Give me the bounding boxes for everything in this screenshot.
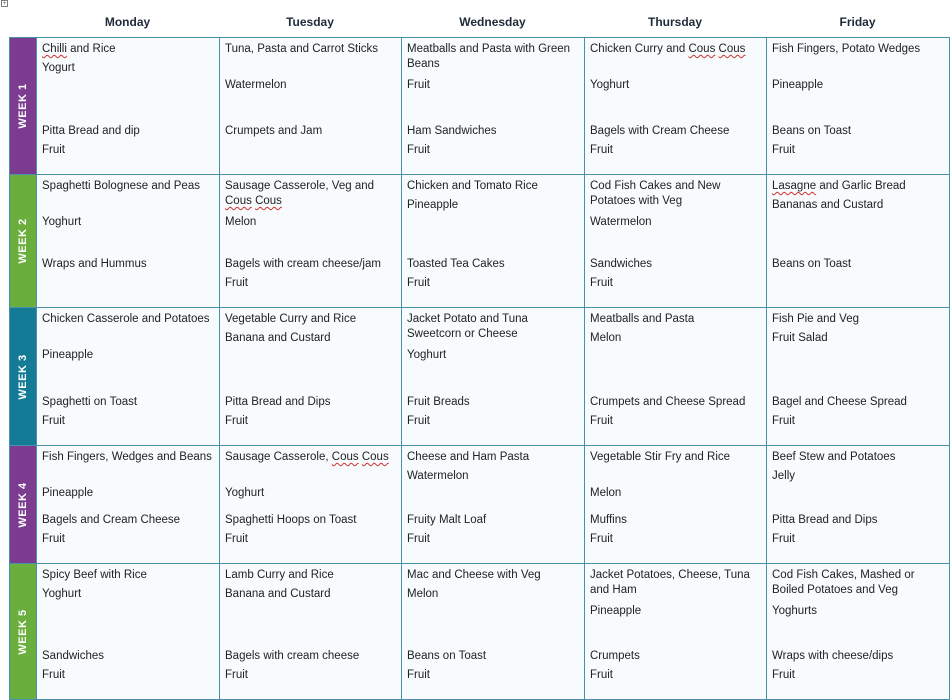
day-header-friday: Friday (839, 15, 876, 29)
day-header-thursday: Thursday (647, 15, 702, 29)
tea-item: Fruit (42, 669, 65, 681)
lunch-item: Chilli and Rice (42, 43, 116, 55)
lunch-item: Vegetable Stir Fry and Rice (590, 451, 731, 463)
menu-cell-wednesday[interactable] (402, 308, 585, 446)
tea-item: Bagels with Cream Cheese (590, 125, 730, 137)
lunch-item: Pineapple (42, 349, 94, 361)
lunch-item: Melon (407, 588, 439, 600)
tea-item: Fruit (42, 533, 65, 545)
menu-cell-thursday[interactable] (585, 446, 767, 564)
week-row (10, 564, 950, 700)
lunch-item: Chicken and Tomato Rice (407, 180, 538, 192)
day-header-monday: Monday (104, 15, 151, 29)
lunch-item: Sausage Casserole, Cous Cous (225, 451, 389, 463)
tea-item: Fruit (407, 415, 430, 427)
lunch-item: Jelly (772, 470, 796, 482)
lunch-item: Chicken Casserole and Potatoes (42, 313, 210, 325)
menu-cell-thursday[interactable] (585, 38, 767, 175)
lunch-item: Fruit Salad (772, 332, 828, 344)
menu-cell-tuesday[interactable] (220, 175, 402, 308)
week-row (10, 446, 950, 564)
week-label-cell (10, 564, 37, 700)
tea-item: Fruit (225, 533, 248, 545)
lunch-item: Yoghurt (590, 79, 630, 91)
lunch-item: Chicken Curry and Cous Cous (590, 43, 746, 55)
lunch-item: Cod Fish Cakes, Mashed or Boiled Potatoes and Veg (772, 569, 915, 596)
tea-item: Fruit (772, 144, 795, 156)
lunch-item: Banana and Custard (225, 588, 331, 600)
lunch-item: Pineapple (407, 199, 459, 211)
lunch-item: Tuna, Pasta and Carrot Sticks (225, 43, 379, 55)
lunch-item: Pineapple (42, 487, 94, 499)
tea-item: Fruit (225, 277, 248, 289)
menu-cell-monday[interactable] (37, 38, 220, 175)
tea-item: Fruit (590, 144, 613, 156)
lunch-item: Lasagne and Garlic Bread (772, 180, 906, 192)
lunch-item: Spicy Beef with Rice (42, 569, 147, 581)
tea-item: Fruit (407, 669, 430, 681)
tea-item: Pitta Bread and dip (42, 125, 140, 137)
lunch-item: Watermelon (590, 216, 652, 228)
menu-cell-wednesday[interactable] (402, 175, 585, 308)
tea-item: Bagels with cream cheese/jam (225, 258, 381, 270)
tea-item: Beans on Toast (407, 650, 487, 662)
lunch-item: Meatballs and Pasta (590, 313, 695, 325)
tea-item: Sandwiches (590, 258, 653, 270)
lunch-item: Pineapple (772, 79, 824, 91)
menu-cell-thursday[interactable] (585, 175, 767, 308)
menu-cell-tuesday[interactable] (220, 308, 402, 446)
lunch-item: Lamb Curry and Rice (225, 569, 334, 581)
menu-cell-monday[interactable] (37, 446, 220, 564)
menu-cell-tuesday[interactable] (220, 446, 402, 564)
menu-cell-thursday[interactable] (585, 564, 767, 700)
tea-item: Beans on Toast (772, 125, 852, 137)
menu-cell-thursday[interactable] (585, 308, 767, 446)
tea-item: Bagel and Cheese Spread (772, 396, 907, 408)
week-label: WEEK 5 (17, 608, 29, 655)
menu-cell-friday[interactable] (767, 564, 950, 700)
lunch-item: Melon (590, 332, 622, 344)
tea-item: Ham Sandwiches (407, 125, 497, 137)
tea-item: Crumpets and Jam (225, 125, 323, 137)
lunch-item: Vegetable Curry and Rice (225, 313, 357, 325)
menu-cell-monday[interactable] (37, 175, 220, 308)
tea-item: Fruit (590, 415, 613, 427)
menu-cell-friday[interactable] (767, 175, 950, 308)
week-label: WEEK 3 (17, 353, 29, 400)
menu-cell-friday[interactable] (767, 446, 950, 564)
lunch-item: Sausage Casserole, Veg and Cous Cous (225, 180, 375, 207)
tea-item: Pitta Bread and Dips (772, 514, 878, 526)
week-row (10, 175, 950, 308)
tea-item: Fruity Malt Loaf (407, 514, 487, 526)
lunch-item: Yoghurt (42, 216, 82, 228)
tea-item: Fruit (772, 415, 795, 427)
tea-item: Beans on Toast (772, 258, 852, 270)
tea-item: Bagels and Cream Cheese (42, 514, 181, 526)
tea-item: Fruit (772, 533, 795, 545)
week-label: WEEK 1 (17, 83, 29, 129)
lunch-item: Yoghurts (772, 605, 817, 617)
lunch-item: Melon (590, 487, 622, 499)
tea-item: Bagels with cream cheese (225, 650, 360, 662)
tea-item: Muffins (590, 514, 627, 526)
lunch-item: Bananas and Custard (772, 199, 884, 211)
lunch-item: Cheese and Ham Pasta (407, 451, 530, 463)
menu-cell-tuesday[interactable] (220, 564, 402, 700)
lunch-item: Yoghurt (225, 487, 265, 499)
lunch-item: Pineapple (590, 605, 642, 617)
menu-cell-tuesday[interactable] (220, 38, 402, 175)
lunch-item: Yoghurt (42, 588, 82, 600)
tea-item: Fruit (225, 669, 248, 681)
day-header-wednesday: Wednesday (459, 15, 526, 29)
table-move-handle-icon[interactable]: + (2, 1, 7, 7)
week-label-cell (10, 38, 37, 175)
tea-item: Spaghetti Hoops on Toast (225, 514, 357, 526)
week-label: WEEK 4 (17, 481, 29, 528)
tea-item: Wraps and Hummus (42, 258, 147, 270)
tea-item: Sandwiches (42, 650, 105, 662)
menu-cell-friday[interactable] (767, 308, 950, 446)
lunch-item: Beef Stew and Potatoes (772, 451, 896, 463)
week-row (10, 308, 950, 446)
lunch-item: Fish Fingers, Wedges and Beans (42, 451, 212, 463)
lunch-item: Watermelon (407, 470, 469, 482)
menu-cell-wednesday[interactable] (402, 38, 585, 175)
lunch-item: Yogurt (42, 62, 75, 74)
menu-cell-wednesday[interactable] (402, 446, 585, 564)
tea-item: Spaghetti on Toast (42, 396, 138, 408)
menu-cell-monday[interactable] (37, 308, 220, 446)
week-row (10, 38, 950, 175)
tea-item: Fruit (407, 144, 430, 156)
tea-item: Fruit (590, 277, 613, 289)
tea-item: Fruit (42, 415, 65, 427)
tea-item: Fruit (407, 277, 430, 289)
lunch-item: Jacket Potatoes, Cheese, Tuna and Ham (590, 569, 750, 596)
menu-cell-friday[interactable] (767, 38, 950, 175)
lunch-item: Melon (225, 216, 257, 228)
menu-table (9, 37, 950, 700)
tea-item: Fruit Breads (407, 396, 470, 408)
lunch-item: Fish Pie and Veg (772, 313, 859, 325)
week-label-cell (10, 175, 37, 308)
tea-item: Fruit (590, 669, 613, 681)
tea-item: Fruit (407, 533, 430, 545)
lunch-item: Banana and Custard (225, 332, 331, 344)
tea-item: Crumpets (590, 650, 640, 662)
lunch-item: Yoghurt (407, 349, 447, 361)
lunch-item: Fruit (407, 79, 430, 91)
tea-item: Crumpets and Cheese Spread (590, 396, 746, 408)
day-header-tuesday: Tuesday (286, 15, 334, 29)
lunch-item: Jacket Potato and Tuna Sweetcorn or Cheese (407, 313, 528, 340)
tea-item: Fruit (225, 415, 248, 427)
week-label-cell (10, 308, 37, 446)
tea-item: Wraps with cheese/dips (772, 650, 894, 662)
tea-item: Toasted Tea Cakes (407, 258, 505, 270)
lunch-item: Meatballs and Pasta with Green Beans (407, 43, 571, 70)
week-label: WEEK 2 (17, 218, 29, 264)
lunch-item: Fish Fingers, Potato Wedges (772, 43, 921, 55)
lunch-item: Cod Fish Cakes and New Potatoes with Veg (590, 180, 721, 207)
lunch-item: Watermelon (225, 79, 287, 91)
tea-item: Fruit (772, 669, 795, 681)
tea-item: Fruit (590, 533, 613, 545)
lunch-item: Mac and Cheese with Veg (407, 569, 541, 581)
menu-cell-wednesday[interactable] (402, 564, 585, 700)
lunch-item: Spaghetti Bolognese and Peas (42, 180, 200, 192)
menu-cell-monday[interactable] (37, 564, 220, 700)
tea-item: Pitta Bread and Dips (225, 396, 331, 408)
week-label-cell (10, 446, 37, 564)
tea-item: Fruit (42, 144, 65, 156)
